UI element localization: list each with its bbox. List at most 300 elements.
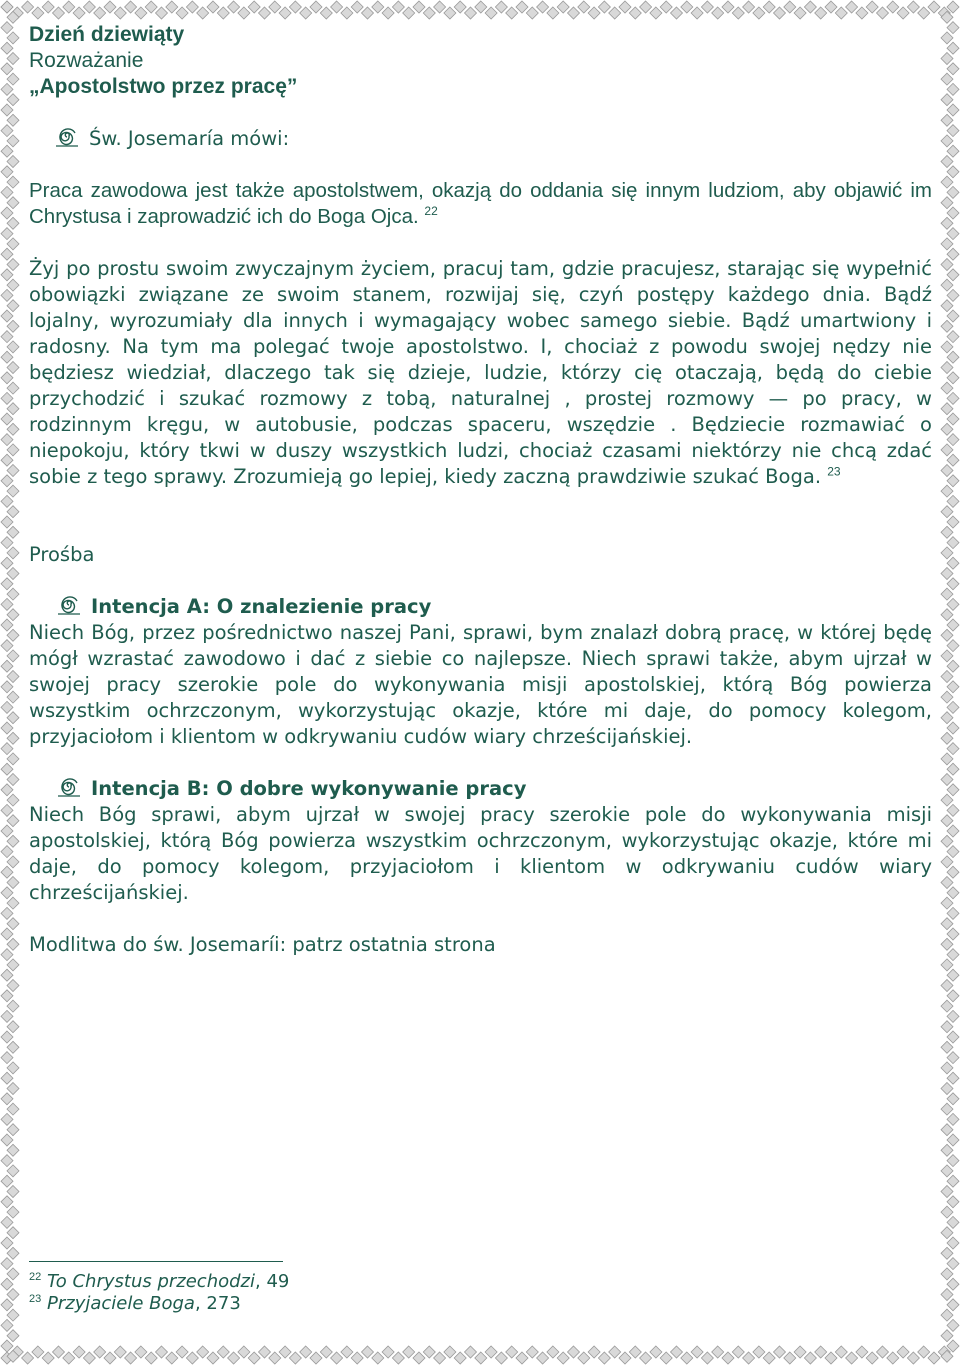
border-diamond [941, 279, 953, 291]
border-diamond [413, 1, 425, 13]
border-diamond [947, 1237, 959, 1249]
border-diamond [1, 1319, 13, 1331]
intention-b-heading [29, 776, 932, 802]
border-diamond [947, 186, 959, 198]
border-diamond [7, 1289, 19, 1301]
border-diamond [537, 1, 549, 13]
border-diamond [7, 11, 19, 23]
border-diamond [7, 959, 19, 971]
border-diamond [941, 1247, 953, 1259]
border-diamond [691, 7, 703, 19]
border-diamond [300, 1346, 312, 1358]
border-diamond [238, 7, 250, 19]
border-diamond [732, 7, 744, 19]
border-diamond [1, 578, 13, 590]
border-diamond [465, 7, 477, 19]
border-diamond [941, 1000, 953, 1012]
border-diamond [947, 42, 959, 54]
border-diamond [947, 351, 959, 363]
border-diamond [947, 701, 959, 713]
border-diamond [941, 341, 953, 353]
border-diamond [947, 145, 959, 157]
border-diamond [7, 918, 19, 930]
border-diamond [423, 1346, 435, 1358]
border-diamond [104, 1, 116, 13]
border-diamond [947, 990, 959, 1002]
border-diamond [568, 7, 580, 19]
border-diamond [941, 691, 953, 703]
request-label: Prośba [29, 543, 95, 566]
border-diamond [197, 7, 209, 19]
footnote-ref-22[interactable]: 22 [424, 204, 438, 219]
border-diamond [947, 928, 959, 940]
border-diamond [941, 526, 953, 538]
border-diamond [135, 1346, 147, 1358]
border-diamond [7, 423, 19, 435]
border-diamond [1, 1237, 13, 1249]
footnote-number: 23 [29, 1293, 42, 1305]
border-diamond [941, 753, 953, 765]
border-diamond [7, 1206, 19, 1218]
border-diamond [941, 506, 953, 518]
border-diamond [1, 516, 13, 528]
border-diamond [712, 7, 724, 19]
border-diamond [1, 495, 13, 507]
border-diamond [485, 1346, 497, 1358]
border-diamond [7, 465, 19, 477]
border-diamond [7, 114, 19, 126]
spiral-icon [53, 126, 81, 148]
border-diamond [7, 1268, 19, 1280]
border-diamond [947, 331, 959, 343]
border-diamond [941, 650, 953, 662]
border-diamond [362, 7, 374, 19]
border-diamond [1, 1093, 13, 1105]
border-diamond [947, 1196, 959, 1208]
border-diamond [73, 1346, 85, 1358]
border-diamond [7, 1062, 19, 1074]
border-diamond [248, 1, 260, 13]
border-diamond [947, 660, 959, 672]
border-diamond [279, 1346, 291, 1358]
border-diamond [815, 1346, 827, 1358]
border-diamond [444, 7, 456, 19]
border-diamond [7, 774, 19, 786]
border-diamond [629, 7, 641, 19]
border-diamond [846, 1352, 858, 1364]
border-diamond [104, 1352, 116, 1364]
border-diamond [485, 7, 497, 19]
border-diamond [7, 526, 19, 538]
border-diamond [825, 1, 837, 13]
border-diamond [598, 1, 610, 13]
border-diamond [42, 1352, 54, 1364]
border-diamond [941, 382, 953, 394]
border-diamond [640, 1352, 652, 1364]
border-diamond [7, 320, 19, 332]
border-diamond [588, 1346, 600, 1358]
border-diamond [83, 1352, 95, 1364]
border-diamond [1, 207, 13, 219]
border-diamond [947, 1216, 959, 1228]
border-diamond [7, 753, 19, 765]
border-diamond [947, 310, 959, 322]
border-diamond [941, 1206, 953, 1218]
border-diamond [856, 1346, 868, 1358]
border-diamond [475, 1352, 487, 1364]
border-diamond [941, 568, 953, 580]
border-diamond [166, 1, 178, 13]
paragraph-1-text: Praca zawodowa jest także apostolstwem, okazją do oddania się innym ludziom, aby objawić im Chrystusa i zaprowadzić ich do Boga Ojca. [29, 179, 932, 228]
border-diamond [7, 1350, 19, 1362]
border-diamond [83, 1, 95, 13]
border-diamond [7, 712, 19, 724]
border-diamond [403, 1346, 415, 1358]
border-diamond [320, 7, 332, 19]
border-diamond [609, 7, 621, 19]
border-diamond [941, 32, 953, 44]
footnote-number: 22 [29, 1271, 42, 1283]
border-diamond [7, 32, 19, 44]
paragraph-2 [29, 256, 932, 490]
border-diamond [941, 1062, 953, 1074]
border-diamond [947, 1340, 959, 1352]
border-diamond [1, 392, 13, 404]
border-diamond [362, 1346, 374, 1358]
border-diamond [897, 1346, 909, 1358]
border-diamond [7, 444, 19, 456]
border-diamond [941, 629, 953, 641]
border-diamond [784, 1352, 796, 1364]
border-diamond [941, 938, 953, 950]
border-diamond [947, 413, 959, 425]
border-diamond [941, 588, 953, 600]
border-diamond [63, 1352, 75, 1364]
border-diamond [1, 949, 13, 961]
border-diamond [671, 1346, 683, 1358]
border-diamond [897, 7, 909, 19]
border-diamond [1, 83, 13, 95]
border-diamond [941, 1330, 953, 1342]
border-diamond [42, 1, 54, 13]
border-diamond [7, 815, 19, 827]
footnote-22 [29, 1271, 289, 1293]
border-diamond [1, 763, 13, 775]
border-diamond [804, 1, 816, 13]
border-diamond [1, 454, 13, 466]
border-diamond [320, 1346, 332, 1358]
border-diamond [918, 7, 930, 19]
border-diamond [32, 7, 44, 19]
border-diamond [941, 712, 953, 724]
border-diamond [125, 1352, 137, 1364]
border-diamond [947, 166, 959, 178]
border-diamond [941, 897, 953, 909]
border-diamond [495, 1, 507, 13]
border-diamond [53, 7, 65, 19]
border-diamond [495, 1352, 507, 1364]
border-diamond [947, 784, 959, 796]
border-diamond [941, 1186, 953, 1198]
border-diamond [712, 1346, 724, 1358]
border-diamond [1, 22, 13, 34]
border-diamond [516, 1352, 528, 1364]
border-diamond [454, 1, 466, 13]
border-diamond [753, 7, 765, 19]
border-diamond [928, 1, 940, 13]
border-diamond [413, 1352, 425, 1364]
border-diamond [763, 1, 775, 13]
border-diamond [941, 774, 953, 786]
border-diamond [1, 372, 13, 384]
border-diamond [947, 372, 959, 384]
border-diamond [1, 722, 13, 734]
border-diamond [7, 197, 19, 209]
border-diamond [7, 938, 19, 950]
border-diamond [1, 104, 13, 116]
border-diamond [1, 537, 13, 549]
border-diamond [941, 1350, 953, 1362]
border-diamond [650, 7, 662, 19]
border-diamond [1, 42, 13, 54]
border-diamond [1, 1258, 13, 1270]
footnote-ref-23[interactable]: 23 [827, 464, 841, 479]
border-diamond [547, 7, 559, 19]
border-diamond [938, 7, 950, 19]
border-diamond [629, 1346, 641, 1358]
spiral-icon [55, 594, 83, 616]
border-diamond [941, 671, 953, 683]
border-diamond [941, 485, 953, 497]
border-diamond [877, 7, 889, 19]
border-diamond [947, 578, 959, 590]
intention-a-heading [29, 594, 932, 620]
border-diamond [887, 1352, 899, 1364]
border-diamond [94, 1346, 106, 1358]
border-diamond [941, 609, 953, 621]
border-diamond [941, 73, 953, 85]
border-diamond [22, 1352, 34, 1364]
border-diamond [941, 197, 953, 209]
border-diamond [351, 1, 363, 13]
border-diamond [578, 1352, 590, 1364]
border-diamond [947, 640, 959, 652]
border-diamond [1, 289, 13, 301]
border-diamond [1, 701, 13, 713]
border-diamond [207, 1, 219, 13]
border-diamond [1, 166, 13, 178]
border-diamond [947, 392, 959, 404]
border-diamond [197, 1346, 209, 1358]
border-diamond [156, 1346, 168, 1358]
border-diamond [691, 1346, 703, 1358]
border-diamond [1, 413, 13, 425]
border-diamond [941, 959, 953, 971]
paragraph-1 [29, 178, 932, 230]
border-diamond [557, 1, 569, 13]
border-diamond [947, 1113, 959, 1125]
border-diamond [947, 289, 959, 301]
border-diamond [743, 1352, 755, 1364]
border-diamond [947, 228, 959, 240]
border-diamond [947, 22, 959, 34]
border-diamond [947, 1175, 959, 1187]
border-diamond [784, 1, 796, 13]
border-diamond [289, 1, 301, 13]
border-diamond [7, 1000, 19, 1012]
border-diamond [701, 1, 713, 13]
border-diamond [947, 681, 959, 693]
border-diamond [1, 846, 13, 858]
border-diamond [941, 94, 953, 106]
border-diamond [7, 671, 19, 683]
border-diamond [907, 1352, 919, 1364]
border-diamond [941, 176, 953, 188]
intro-line [29, 126, 932, 152]
border-diamond [11, 7, 23, 19]
border-diamond [947, 1093, 959, 1105]
intention-b-text: Niech Bóg sprawi, abym ujrzał w swojej pracy szerokie pole do wykonywania misji apostolskiej, którą Bóg powierza wszystkim ochrzczonym, wykorzystując okazje, które mi daje, do pomocy kolegom, przyjaciołom i klientom w odkrywaniu cudów wiary chrześcijańskiej. [29, 803, 932, 904]
border-diamond [941, 423, 953, 435]
border-diamond [941, 444, 953, 456]
border-diamond [7, 856, 19, 868]
border-diamond [259, 1346, 271, 1358]
border-diamond [947, 866, 959, 878]
border-diamond [7, 217, 19, 229]
border-diamond [475, 1, 487, 13]
border-diamond [7, 94, 19, 106]
border-diamond [7, 1124, 19, 1136]
border-diamond [1, 1155, 13, 1167]
border-diamond [1, 660, 13, 672]
border-diamond [947, 949, 959, 961]
border-diamond [681, 1, 693, 13]
border-diamond [1, 598, 13, 610]
border-diamond [941, 794, 953, 806]
border-diamond [94, 7, 106, 19]
border-diamond [1, 640, 13, 652]
border-diamond [423, 7, 435, 19]
border-diamond [22, 1, 34, 13]
footnote-source-ref: , 49 [255, 1271, 290, 1292]
border-diamond [259, 7, 271, 19]
border-diamond [941, 1083, 953, 1095]
border-diamond [753, 1346, 765, 1358]
border-diamond [1, 248, 13, 260]
paragraph-2-text: Żyj po prostu swoim zwyczajnym życiem, pracuj tam, gdzie pracujesz, starając się wypełnić obowiązki związane ze swoim stanem, rozwijaj się, czyń postępy każdego dnia. Bądź lojalny, wyrozumiały dla innych i wymagający wobec samego siebie. Bądź umartwiony i radosny. Na tym ma polegać twoje apostolstwo. I, chociaż z powodu swojej nędzy nie będziesz wiedział, dlaczego tak się dzieje, ludzie, którzy cię otaczają, będą do ciebie przychodzić i szukać rozmowy z tobą, naturalnej , prostej rozmowy — po pracy, w rodzinnym kręgu, w autobusie, podczas spaceru, wszędzie . Będziecie rozmawiać o niepokoju, który tkwi w duszy wszystkich ludzi, chociaż czasami niektórzy nie chcą zdać sobie z tego sprawy. Zrozumieją go lepiej, kiedy zaczną prawdziwie szukać Boga. [29, 257, 932, 488]
border-diamond [351, 1352, 363, 1364]
spiral-icon [55, 776, 83, 798]
border-diamond [941, 217, 953, 229]
border-diamond [660, 1, 672, 13]
border-diamond [186, 1352, 198, 1364]
border-diamond [176, 1346, 188, 1358]
border-diamond [392, 1, 404, 13]
border-diamond [947, 516, 959, 528]
border-diamond [7, 382, 19, 394]
border-diamond [1, 1113, 13, 1125]
border-diamond [7, 629, 19, 641]
border-diamond [1, 1216, 13, 1228]
border-diamond [941, 259, 953, 271]
border-diamond [1, 228, 13, 240]
border-diamond [941, 114, 953, 126]
border-diamond [947, 557, 959, 569]
border-diamond [7, 609, 19, 621]
footnote-source-ref: , 273 [194, 1293, 241, 1314]
footnote-source-title: Przyjaciele Boga [46, 1293, 195, 1314]
border-diamond [372, 1, 384, 13]
border-diamond [331, 1352, 343, 1364]
border-diamond [1, 1072, 13, 1084]
border-diamond [7, 1186, 19, 1198]
border-diamond [434, 1, 446, 13]
border-diamond [114, 7, 126, 19]
border-diamond [941, 320, 953, 332]
border-diamond [1, 866, 13, 878]
border-diamond [947, 1155, 959, 1167]
border-diamond [941, 1144, 953, 1156]
border-diamond [7, 547, 19, 559]
border-diamond [947, 104, 959, 116]
border-diamond [7, 1309, 19, 1321]
border-diamond [506, 1346, 518, 1358]
border-diamond [382, 7, 394, 19]
border-diamond [1, 1, 13, 13]
border-diamond [941, 300, 953, 312]
border-diamond [186, 1, 198, 13]
border-diamond [1, 145, 13, 157]
border-diamond [1, 1299, 13, 1311]
footnote-source-title: To Chrystus przechodzi [46, 1271, 256, 1292]
footnote-separator [29, 1261, 283, 1262]
border-diamond [947, 1319, 959, 1331]
border-diamond [331, 1, 343, 13]
border-diamond [1, 1352, 13, 1364]
border-diamond [382, 1346, 394, 1358]
border-diamond [1, 310, 13, 322]
border-diamond [7, 341, 19, 353]
border-diamond [941, 980, 953, 992]
border-diamond [11, 1346, 23, 1358]
border-diamond [372, 1352, 384, 1364]
border-diamond [941, 465, 953, 477]
border-diamond [941, 362, 953, 374]
border-diamond [1, 743, 13, 755]
border-diamond [947, 475, 959, 487]
border-diamond [701, 1352, 713, 1364]
border-diamond [947, 495, 959, 507]
border-diamond [1, 1134, 13, 1146]
border-diamond [1, 1196, 13, 1208]
border-diamond [1, 557, 13, 569]
border-diamond [7, 300, 19, 312]
intention-b-title: Intencja B: O dobre wykonywanie pracy [91, 777, 527, 800]
border-diamond [947, 1278, 959, 1290]
border-diamond [856, 7, 868, 19]
border-diamond [866, 1, 878, 13]
border-diamond [947, 619, 959, 631]
meditation-title: „Apostolstwo przez pracę” [29, 75, 298, 98]
border-diamond [310, 1, 322, 13]
border-diamond [7, 794, 19, 806]
border-diamond [947, 598, 959, 610]
border-diamond [941, 835, 953, 847]
border-diamond [7, 1041, 19, 1053]
border-diamond [341, 7, 353, 19]
border-diamond [947, 969, 959, 981]
border-diamond [941, 732, 953, 744]
